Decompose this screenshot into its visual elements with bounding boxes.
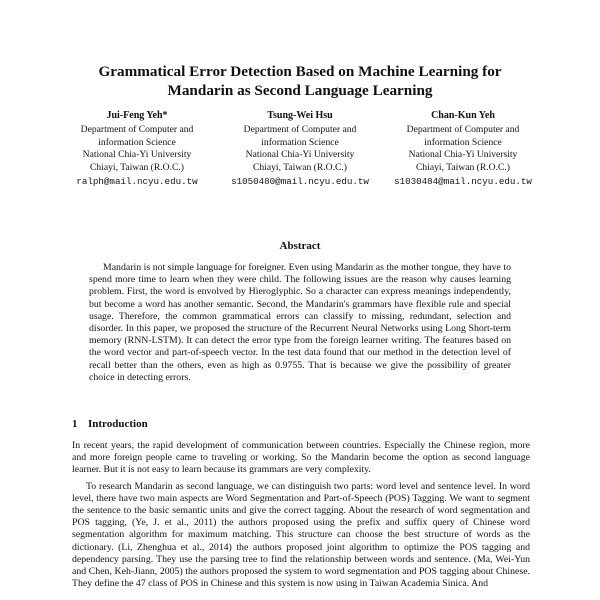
- section-title: Introduction: [88, 418, 148, 430]
- author-block-2: [215, 110, 385, 188]
- author-university: National Chia-Yi University: [245, 149, 355, 161]
- author-dept-line-2: information Science: [261, 136, 339, 148]
- introduction-body: [72, 440, 530, 594]
- author-block-1: [52, 110, 222, 188]
- author-dept-line-1: Department of Computer and: [243, 124, 357, 136]
- author-email: s1050480@mail.ncyu.edu.tw: [231, 176, 369, 188]
- author-dept-line-1: Department of Computer and: [406, 124, 520, 136]
- author-location: Chiayi, Taiwan (R.O.C.): [415, 161, 510, 173]
- intro-paragraph-2: To research Mandarin as second language, we can distinguish two parts: word level and sentence level. In word level, there have two main aspects are Word Segmentation and Part-of-Speech (POS) Tagging. We want to segment the sentence to the basic semantic units and give the correct tagging. About the research of word segmentation and POS tagging, (Ye, J. et al., 2011) the authors proposed using the prefix and suffix query of Chinese word segmentation algorithm for maximum matching. This structure can choose the best structure of words as the dictionary. (Li, Zhenghua et al., 2014) the authors proposed joint algorithm to optimize the POS tagging and dependency parsing. They use the parsing tree to find the relationship between words and sentence. (Ma, Wei-Yun and Chen, Keh-Jiann, 2005) the authors proposed the system to word segmentation and POS tagging about Chinese. They define the 47 class of POS in Chinese and this system is now using in Taiwan Academia Sinica. And: [72, 480, 530, 590]
- paper-title: [60, 62, 540, 100]
- section-heading-introduction: [72, 418, 148, 430]
- author-dept-line-2: information Science: [98, 136, 176, 148]
- author-name: Jui-Feng Yeh*: [106, 110, 168, 121]
- author-name: Chan-Kun Yeh: [431, 110, 495, 121]
- author-dept-line-1: Department of Computer and: [80, 124, 194, 136]
- title-line-1: Grammatical Error Detection Based on Machine Learning for: [98, 63, 502, 80]
- abstract-body: Mandarin is not simple language for foreigner. Even using Mandarin as the mother tongue, they have to spend more time to learn when they were child. The following issues are the reason why causes learning problem. First, the word is envolved by Hieroglyphic. So a character can express meanings independently, but become a word has another semantic. Second, the Mandarin's grammars have flexible rule and special usage. Therefore, the common grammatical errors can classify to missing, redundant, selection and disorder. In this paper, we proposed the structure of the Recurrent Neural Networks using Long Short-term memory (RNN-LSTM). It can detect the error type from the foreign learner writing. The features based on the word vector and part-of-speech vector. In the test data found that our method in the detection level of recall better than the others, even as high as 0.9755. That is because we give the possibility of greater choice in detecting errors.: [89, 262, 511, 383]
- author-block-3: [378, 110, 548, 188]
- author-location: Chiayi, Taiwan (R.O.C.): [89, 161, 184, 173]
- author-university: National Chia-Yi University: [82, 149, 192, 161]
- author-university: National Chia-Yi University: [408, 149, 518, 161]
- abstract-heading: Abstract: [279, 240, 321, 252]
- title-line-2: Mandarin as Second Language Learning: [167, 82, 433, 99]
- author-name: Tsung-Wei Hsu: [267, 110, 333, 121]
- intro-paragraph-1: In recent years, the rapid development of communication between countries. Especially the Chinese region, more and more foreign people came to traveling or working. So the Mandarin become the option as second language learner. But it is not easy to learn because its grammars are very complexity.: [72, 440, 530, 476]
- author-dept-line-2: information Science: [424, 136, 502, 148]
- author-email: s1030484@mail.ncyu.edu.tw: [394, 176, 532, 188]
- section-number: 1: [72, 418, 78, 430]
- author-location: Chiayi, Taiwan (R.O.C.): [252, 161, 347, 173]
- author-email: ralph@mail.ncyu.edu.tw: [76, 176, 198, 188]
